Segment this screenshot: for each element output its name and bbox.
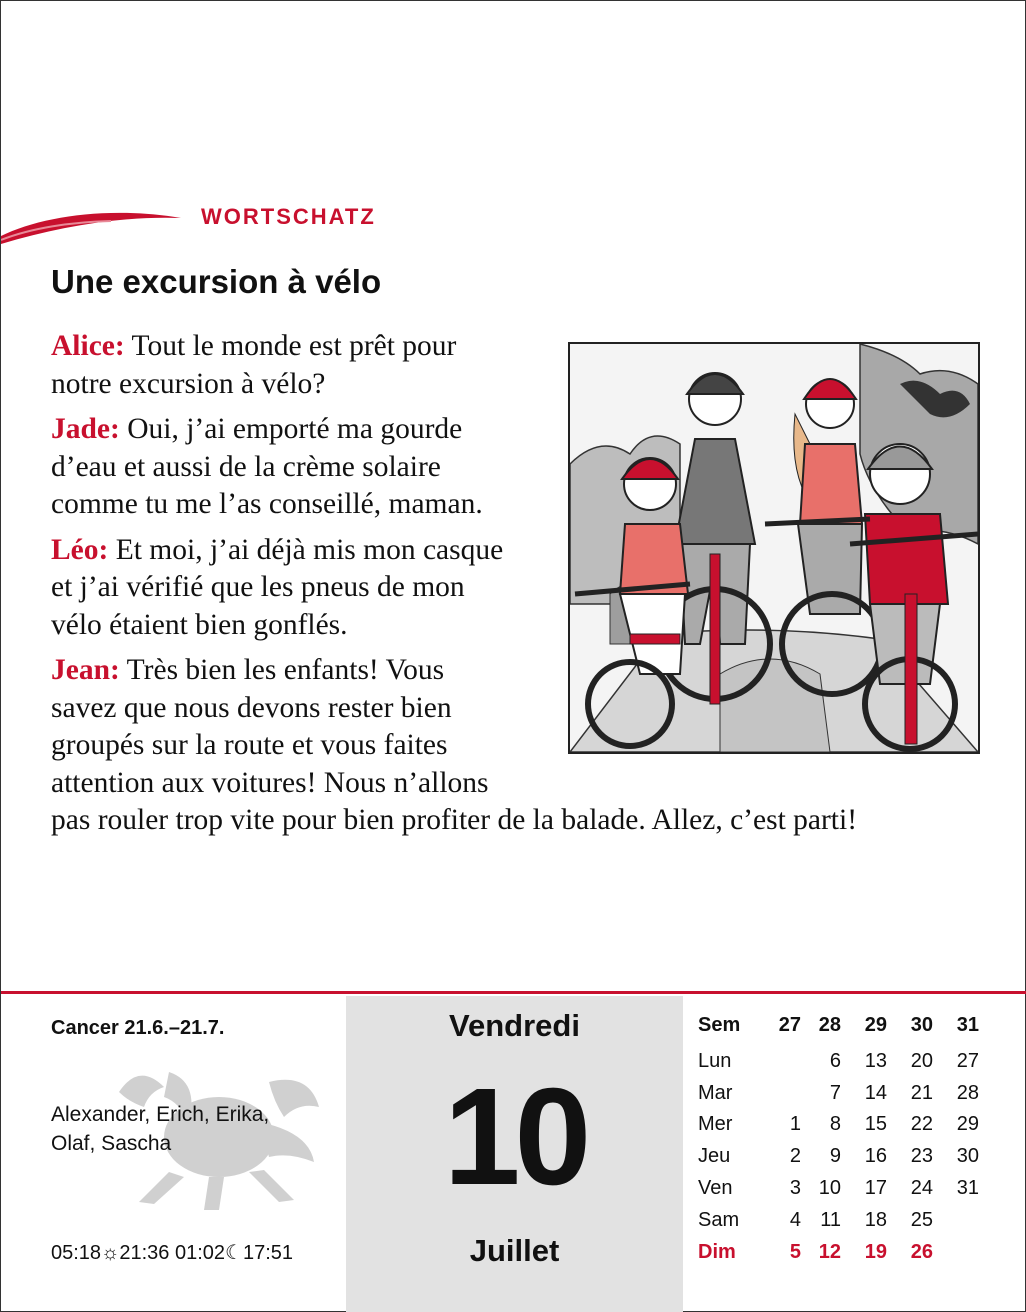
week-label: Sem bbox=[698, 1014, 741, 1036]
calendar-day: 22 bbox=[910, 1113, 933, 1136]
day-label: Sam bbox=[698, 1208, 740, 1231]
calendar-day: 23 bbox=[910, 1145, 933, 1168]
calendar-day: 6 bbox=[829, 1049, 841, 1072]
calendar-day: 20 bbox=[910, 1049, 933, 1072]
dialog-text-line: Oui, j’ai emporté ma gourde d’eau et aussi de la crème solaire comme tu me l’as conseillé, maman. bbox=[51, 413, 483, 520]
page-title: Une excursion à vélo bbox=[51, 263, 382, 300]
calendar-day: 28 bbox=[956, 1081, 979, 1104]
calendar-day: 7 bbox=[829, 1081, 841, 1104]
calendar-day: 19 bbox=[864, 1240, 887, 1263]
name-days: Alexander, Erich, Erika, Olaf, Sascha bbox=[51, 1103, 270, 1155]
calendar-day: 26 bbox=[910, 1240, 933, 1263]
sun-moon-times: 05:18☼21:36 01:02☾17:51 bbox=[51, 1242, 294, 1264]
week-number: 27 bbox=[778, 1014, 801, 1036]
calendar-day: 2 bbox=[789, 1145, 801, 1168]
footer-divider bbox=[1, 991, 1026, 994]
week-number: 29 bbox=[864, 1014, 887, 1036]
speaker-name: Jean: bbox=[51, 654, 120, 686]
calendar-day: 10 bbox=[818, 1176, 841, 1199]
footer-info bbox=[51, 996, 341, 1310]
calendar-day: 14 bbox=[864, 1081, 887, 1104]
calendar-day: 18 bbox=[864, 1208, 887, 1231]
calendar-day: 24 bbox=[910, 1176, 933, 1199]
week-number: 30 bbox=[910, 1014, 933, 1036]
calendar-day: 16 bbox=[864, 1145, 887, 1168]
calendar-day: 4 bbox=[789, 1208, 801, 1231]
day-label: Jeu bbox=[698, 1145, 731, 1168]
speaker-name: Alice: bbox=[51, 330, 125, 362]
day-label: Dim bbox=[698, 1240, 736, 1263]
dialog-text-line: Et moi, j’ai déjà mis mon casque et j’ai vérifié que les pneus de mon vélo étaient bien gonflés. bbox=[51, 533, 504, 641]
week-number: 28 bbox=[818, 1014, 841, 1036]
dialog-text-line: Tout le monde est prêt pour notre excursion à vélo? bbox=[51, 330, 457, 400]
day-number: 10 bbox=[443, 1060, 586, 1214]
calendar-day: 11 bbox=[820, 1208, 841, 1231]
calendar-day: 9 bbox=[829, 1145, 841, 1168]
red-swoosh-decoration bbox=[1, 204, 191, 244]
dialog-text-line: Très bien les enfants! Vous savez que nous devons rester bien groupés sur la route et vous faites attention aux voitures! Nous n’allons pas rouler trop vite pour bien profiter de la balade. Allez, c’est parti! bbox=[51, 654, 858, 836]
calendar-day: 25 bbox=[910, 1208, 933, 1231]
calendar-day: 12 bbox=[818, 1240, 841, 1263]
day-label: Mar bbox=[698, 1081, 733, 1104]
zodiac-sign: Cancer 21.6.–21.7. bbox=[51, 1017, 225, 1039]
speaker-name: Jade: bbox=[51, 413, 120, 445]
day-label: Ven bbox=[698, 1176, 733, 1199]
calendar-day: 21 bbox=[910, 1081, 933, 1104]
calendar-day: 13 bbox=[864, 1049, 887, 1072]
day-label: Mer bbox=[698, 1113, 733, 1136]
calendar-day: 29 bbox=[956, 1113, 979, 1136]
week-number: 31 bbox=[956, 1014, 979, 1036]
calendar-day: 15 bbox=[864, 1113, 887, 1136]
calendar-day: 5 bbox=[789, 1240, 801, 1263]
date-panel bbox=[346, 996, 683, 1312]
day-label: Lun bbox=[698, 1049, 732, 1072]
calendar-day: 17 bbox=[864, 1176, 887, 1199]
speaker-name: Léo: bbox=[51, 533, 109, 566]
calendar-day: 8 bbox=[829, 1113, 841, 1136]
family-cycling-illustration bbox=[568, 342, 980, 754]
month: Juillet bbox=[469, 1233, 560, 1268]
calendar-day: 30 bbox=[956, 1145, 979, 1168]
weekday: Vendredi bbox=[449, 1008, 580, 1043]
calendar-day: 27 bbox=[956, 1049, 979, 1072]
calendar-day: 31 bbox=[956, 1176, 979, 1199]
section-label: WORTSCHATZ bbox=[201, 204, 376, 229]
calendar-day: 3 bbox=[789, 1176, 801, 1199]
calendar-day: 1 bbox=[789, 1113, 801, 1136]
